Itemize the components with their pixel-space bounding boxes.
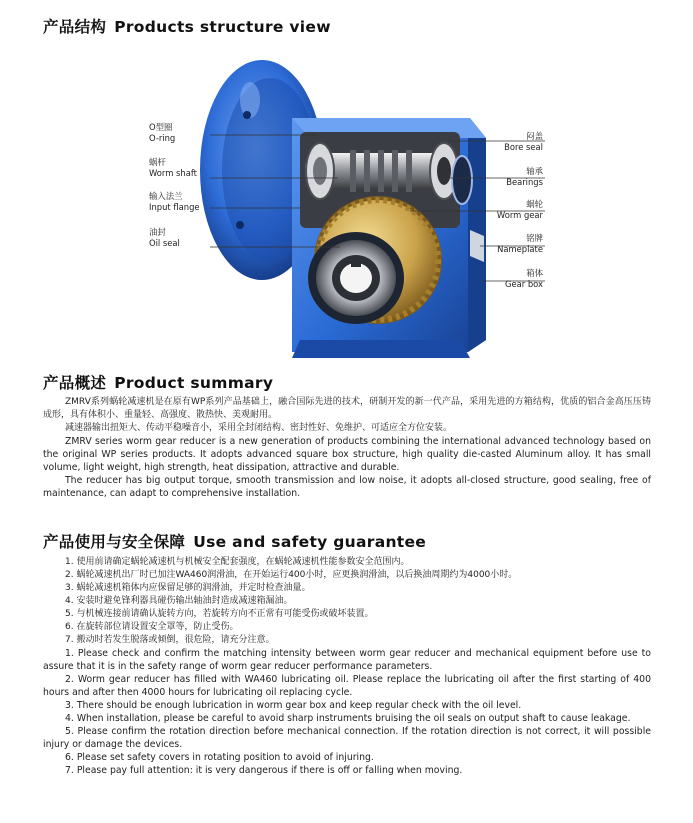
structure-title: 产品结构 Products structure view xyxy=(43,18,331,36)
safety-cn-item: 3. 蜗轮减速机箱体内应保留足够的润滑油，并定时检查油量。 xyxy=(65,583,311,593)
label-bore-seal: 闷盖 Bore seal xyxy=(504,131,543,152)
summary-cn-para-1: ZMRV系列蜗轮减速机是在原有WP系列产品基础上，融合国际先进的技术，研制开发的新一代产品，采用先进的方箱结构，优质的铝合金高压压铸成形，具有体积小、重量轻、高强度、散热快、美观耐用。 xyxy=(43,397,651,420)
safety-body xyxy=(43,556,651,777)
safety-cn-item: 6. 在旋转部位请设置安全罩等，防止受伤。 xyxy=(65,622,239,632)
label-nameplate: 铭牌 Nameplate xyxy=(497,233,543,254)
label-o-ring: O型圈 O-ring xyxy=(149,122,176,143)
safety-en-item: 3. There should be enough lubrication in worm gear box and keep regular check with the oil level. xyxy=(65,700,522,711)
gear-reducer-illustration xyxy=(0,40,693,400)
label-gear-box: 箱体 Gear box xyxy=(504,268,543,289)
safety-en-item: 6. Please set safety covers in rotating position to avoid of injuring. xyxy=(65,752,374,763)
label-input-flange: 输入法兰 Input flange xyxy=(149,191,200,212)
summary-en-para-1: ZMRV series worm gear reducer is a new generation of products combining the international advanced technology based on the original WP series products. It adopts advanced square box structure, high quality die-casted Aluminum alloy. It has small volume, light weight, high strength, heat dissipation, attractive and durable. xyxy=(43,436,651,473)
summary-body xyxy=(43,396,651,500)
safety-cn-item: 2. 蜗轮减速机出厂时已加注WA460润滑油，在开始运行400小时，应更换润滑油，以后换油周期约为4000小时。 xyxy=(65,570,518,580)
label-bearings: 轴承 Bearings xyxy=(506,166,543,187)
label-worm-shaft: 蜗杆 Worm shaft xyxy=(149,157,197,178)
label-oil-seal: 油封 Oil seal xyxy=(149,227,180,248)
safety-cn-item: 7. 搬动时若发生脱落或倾倒，很危险，请充分注意。 xyxy=(65,635,275,645)
safety-title: 产品使用与安全保障 Use and safety guarantee xyxy=(43,533,427,551)
safety-en-item: 5. Please confirm the rotation direction before mechanical connection. If the rotation direction is not correct, it will possible injury or damage the devices. xyxy=(43,726,651,750)
label-worm-gear: 蜗轮 Worm gear xyxy=(496,199,543,220)
safety-en-item: 4. When installation, please be careful to avoid sharp instruments bruising the oil seals on output shaft to cause leakage. xyxy=(65,713,631,724)
summary-cn-para-2: 减速器输出扭矩大、传动平稳噪音小，采用全封闭结构、密封性好、免维护、可适应全方位安装。 xyxy=(65,423,453,433)
safety-cn-item: 1. 使用前请确定蜗轮减速机与机械安全配套强度，在蜗轮减速机性能参数安全范围内。 xyxy=(65,557,410,567)
safety-cn-item: 5. 与机械连接前请确认旋转方向，若旋转方向不正常有可能受伤或破坏装置。 xyxy=(65,609,374,619)
safety-en-item: 1. Please check and confirm the matching intensity between worm gear reducer and mechanical equipment before use to assure that it is in the safety range of worm gear reducer performance parameters. xyxy=(43,648,651,672)
safety-en-item: 7. Please pay full attention: it is very dangerous if there is off or falling when moving. xyxy=(65,765,463,776)
output-hub xyxy=(308,232,404,324)
safety-en-item: 2. Worm gear reducer has filled with WA460 lubricating oil. Please replace the lubricating oil after the first starting of 400 hours and after then 4000 hours for lubricating oil replacing cycle. xyxy=(43,674,651,698)
safety-cn-item: 4. 安装时避免锋利器具碰伤输出轴油封造成减速箱漏油。 xyxy=(65,596,293,606)
summary-en-para-2: The reducer has big output torque, smooth transmission and low noise, it adopts all-closed structure, good sealing, free of maintenance, can adapt to comprehensive installation. xyxy=(43,475,651,499)
summary-title: 产品概述 Product summary xyxy=(43,374,274,392)
